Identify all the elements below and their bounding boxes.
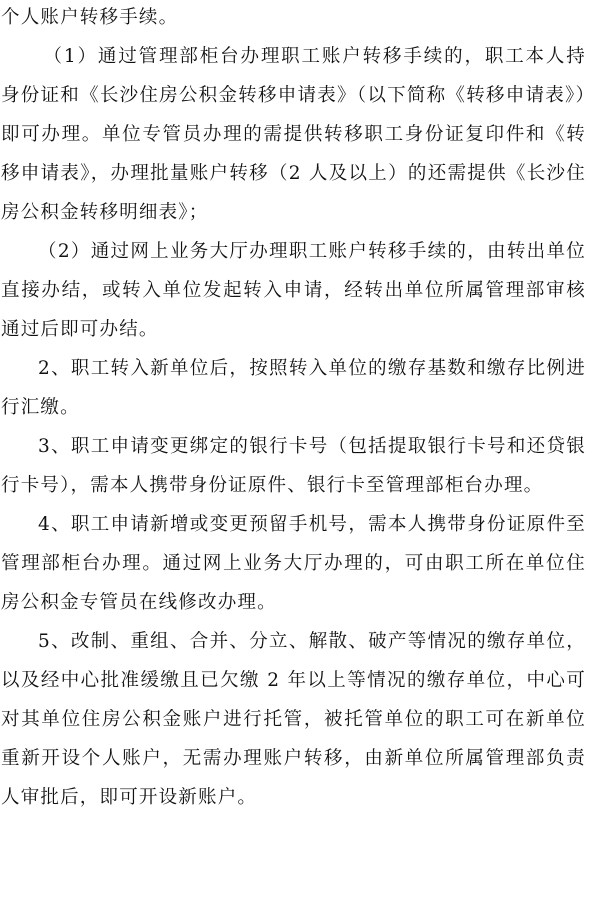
paragraph-item-3: 3、职工申请变更绑定的银行卡号（包括提取银行卡号和还贷银行卡号），需本人携带身份证原件、银行卡至管理部柜台办理。	[1, 436, 586, 496]
paragraph-counter-transfer: （1）通过管理部柜台办理职工账户转移手续的，职工本人持身份证和《长沙住房公积金转移申请表》（以下简称《转移申请表》）即可办理。单位专管员办理的需提供转移职工身份证复印件和《转移申请表》，办理批量账户转移（2 人及以上）的还需提供《长沙住房公积金转移明细表》；	[1, 46, 586, 223]
paragraph-account-transfer-intro: 个人账户转移手续。	[1, 7, 179, 28]
paragraph-item-5: 5、改制、重组、合并、分立、解散、破产等情况的缴存单位，以及经中心批准缓缴且已欠缴 2 年以上等情况的缴存单位，中心可对其单位住房公积金账户进行托管，被托管单位的职工可在新单位重新开设个人账户，无需办理账户转移，由新单位所属管理部负责人审批后，即可开设新账户。	[1, 631, 586, 808]
paragraph-item-4: 4、职工申请新增或变更预留手机号，需本人携带身份证原件至管理部柜台办理。通过网上业务大厅办理的，可由职工所在单位住房公积金专管员在线修改办理。	[1, 514, 586, 613]
paragraph-item-2: 2、职工转入新单位后，按照转入单位的缴存基数和缴存比例进行汇缴。	[1, 358, 586, 418]
paragraph-online-transfer: （2）通过网上业务大厅办理职工账户转移手续的，由转出单位直接办结，或转入单位发起转入申请，经转出单位所属管理部审核通过后即可办结。	[1, 241, 586, 340]
